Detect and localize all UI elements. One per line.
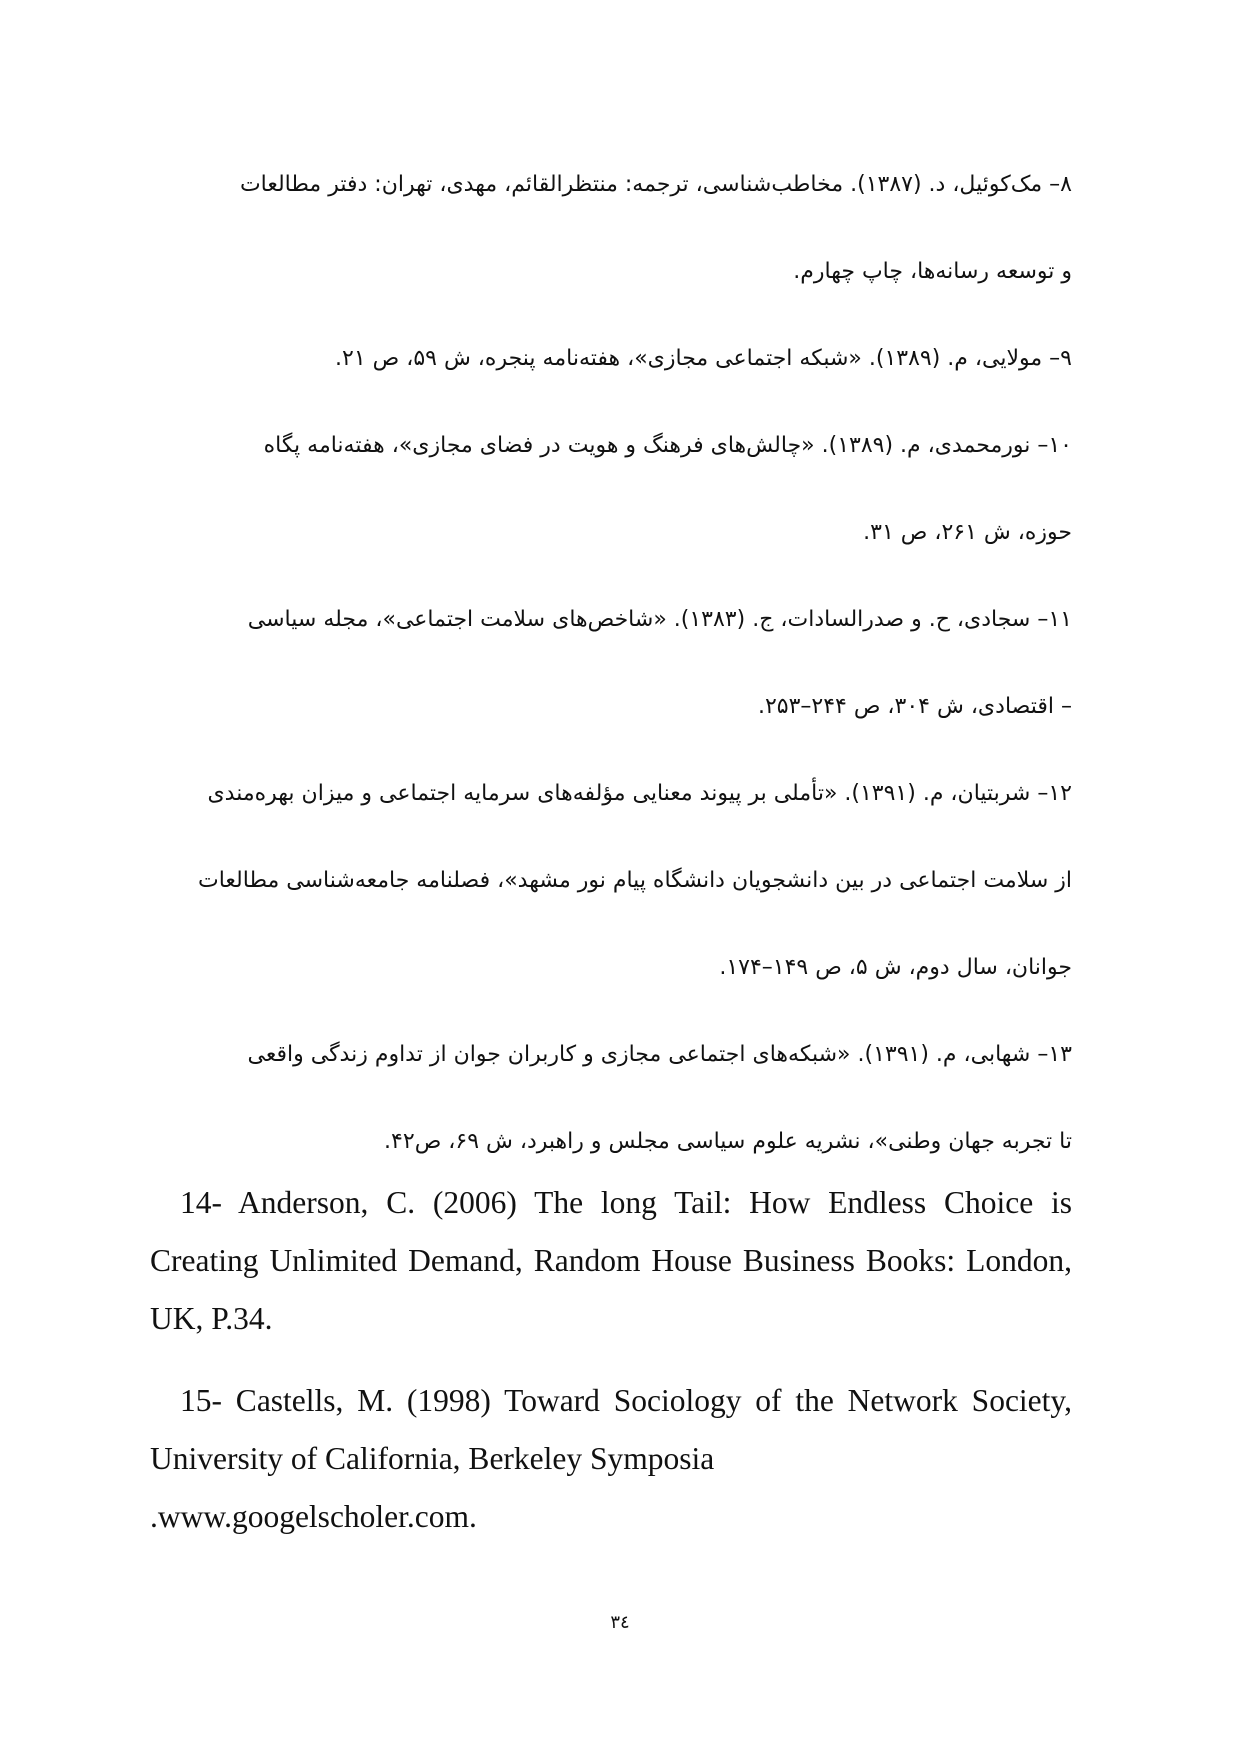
reference-9 bbox=[150, 315, 1072, 402]
reference-11-line-1: ۱۱– سجادی، ح. و صدرالسادات، ج. (۱۳۸۳). «شاخص‌های سلامت اجتماعی»، مجله سیاسی bbox=[247, 607, 1072, 632]
page-number: ۳٤ bbox=[610, 1612, 630, 1633]
reference-14-text: 14- Anderson, C. (2006) The long Tail: How Endless Choice is Creating Unlimited Demand, Random House Business Books: London, UK, P.34. bbox=[150, 1185, 1072, 1336]
reference-8 bbox=[150, 141, 1072, 315]
reference-9-line-1: ۹– مولایی، م. (۱۳۸۹). «شبکه اجتماعی مجازی»، هفته‌نامه پنجره، ش ۵۹، ص ۲۱. bbox=[335, 346, 1072, 371]
reference-11-line-2: – اقتصادی، ش ۳۰۴، ص ۲۴۴–۲۵۳. bbox=[757, 694, 1072, 719]
reference-12 bbox=[150, 750, 1072, 1011]
reference-11 bbox=[150, 576, 1072, 750]
reference-13-line-2: تا تجربه جهان وطنی»، نشریه علوم سیاسی مجلس و راهبرد، ش ۶۹، ص۴۲. bbox=[384, 1129, 1072, 1154]
reference-15-text: 15- Castells, M. (1998) Toward Sociology of the Network Society, University of California, Berkeley Symposia bbox=[150, 1383, 1072, 1476]
reference-13-line-1: ۱۳– شهابی، م. (۱۳۹۱). «شبکه‌های اجتماعی مجازی و کاربران جوان از تداوم زندگی واقعی bbox=[247, 1042, 1072, 1067]
reference-8-line-1: ۸– مک‌کوئیل، د. (۱۳۸۷). مخاطب‌شناسی، ترجمه: منتظرالقائم، مهدی، تهران: دفتر مطالعات bbox=[239, 172, 1072, 197]
reference-12-line-2: از سلامت اجتماعی در بین دانشجویان دانشگاه پیام نور مشهد»، فصلنامه جامعه‌شناسی مطالعات bbox=[198, 868, 1072, 893]
reference-10 bbox=[150, 402, 1072, 576]
reference-14 bbox=[150, 1174, 1072, 1348]
reference-15-url: .www.googelscholer.com. bbox=[150, 1499, 477, 1534]
reference-12-line-3: جوانان، سال دوم، ش ۵، ص ۱۴۹–۱۷۴. bbox=[719, 955, 1072, 980]
reference-10-line-1: ۱۰– نورمحمدی، م. (۱۳۸۹). «چالش‌های فرهنگ و هویت در فضای مجازی»، هفته‌نامه پگاه bbox=[263, 433, 1072, 458]
reference-10-line-2: حوزه، ش ۲۶۱، ص ۳۱. bbox=[863, 520, 1072, 545]
reference-8-line-2: و توسعه رسانه‌ها، چاپ چهارم. bbox=[793, 259, 1072, 284]
reference-13 bbox=[150, 1011, 1072, 1185]
reference-15 bbox=[150, 1372, 1072, 1546]
reference-12-line-1: ۱۲– شربتیان، م. (۱۳۹۱). «تأملی بر پیوند معنایی مؤلفه‌های سرمایه اجتماعی و میزان بهره‌مندی bbox=[207, 781, 1072, 806]
